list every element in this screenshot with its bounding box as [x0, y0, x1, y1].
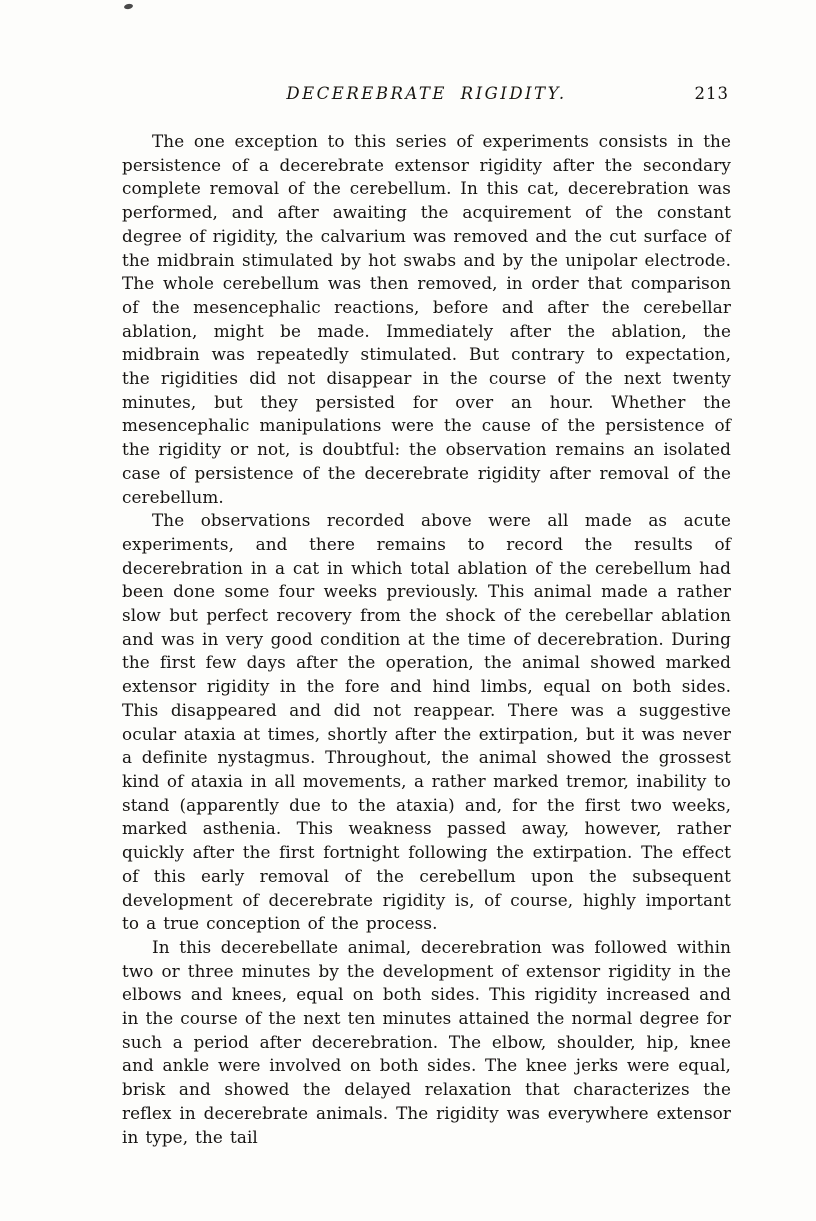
- page-number: 213: [694, 84, 729, 103]
- running-head: DECEREBRATE RIGIDITY.: [286, 84, 567, 103]
- paragraph-3: In this decerebellate animal, decerebration was followed within two or three minutes by the development of extensor rigidity in the elbows and knees, equal on both sides. This rigidity increased and in the course of the next ten minutes attained the normal degree for such a period after decerebration. The elbow, shoulder, hip, knee and ankle were involved on both sides. The knee jerks were equal, brisk and showed the delayed relaxation that characterizes the reflex in decerebrate animals. The rigidity was everywhere extensor in type, the tail: [122, 936, 731, 1147]
- body-text: [122, 130, 731, 1149]
- paragraph-2: The observations recorded above were all made as acute experiments, and there remains to record the results of decerebration in a cat in which total ablation of the cerebellum had been done some four weeks previously. This animal made a rather slow but perfect recovery from the shock of the cerebellar ablation and was in very good condition at the time of decerebration. During the first few days after the operation, the animal showed marked extensor rigidity in the fore and hind limbs, equal on both sides. This disappeared and did not reappear. There was a suggestive ocular ataxia at times, shortly after the extirpation, but it was never a definite nystagmus. Throughout, the animal showed the grossest kind of ataxia in all movements, a rather marked tremor, inability to stand (apparently due to the ataxia) and, for the first two weeks, marked asthenia. This weakness passed away, however, rather quickly after the first fortnight following the extirpation. The effect of this early removal of the cerebellum upon the subsequent development of decerebrate rigidity is, of course, highly important to a true conception of the process.: [122, 510, 731, 934]
- paragraph-1: The one exception to this series of experiments consists in the persistence of a decerebrate extensor rigidity after the secondary complete removal of the cerebellum. In this cat, decerebration was performed, and after awaiting the acquirement of the constant degree of rigidity, the calvarium was removed and the cut surface of the midbrain stimulated by hot swabs and by the unipolar electrode. The whole cerebellum was then removed, in order that comparison of the mesencephalic reactions, before and after the cerebellar ablation, might be made. Immediately after the ablation, the midbrain was repeatedly stimulated. But contrary to expectation, the rigidities did not disappear in the course of the next twenty minutes, but they persisted for over an hour. Whether the mesencephalic manipulations were the cause of the persistence of the rigidity or not, is doubtful: the observation remains an isolated case of persistence of the decerebrate rigidity after removal of the cerebellum.: [122, 131, 731, 507]
- page-header: [122, 84, 731, 108]
- scan-artifact: [124, 3, 134, 10]
